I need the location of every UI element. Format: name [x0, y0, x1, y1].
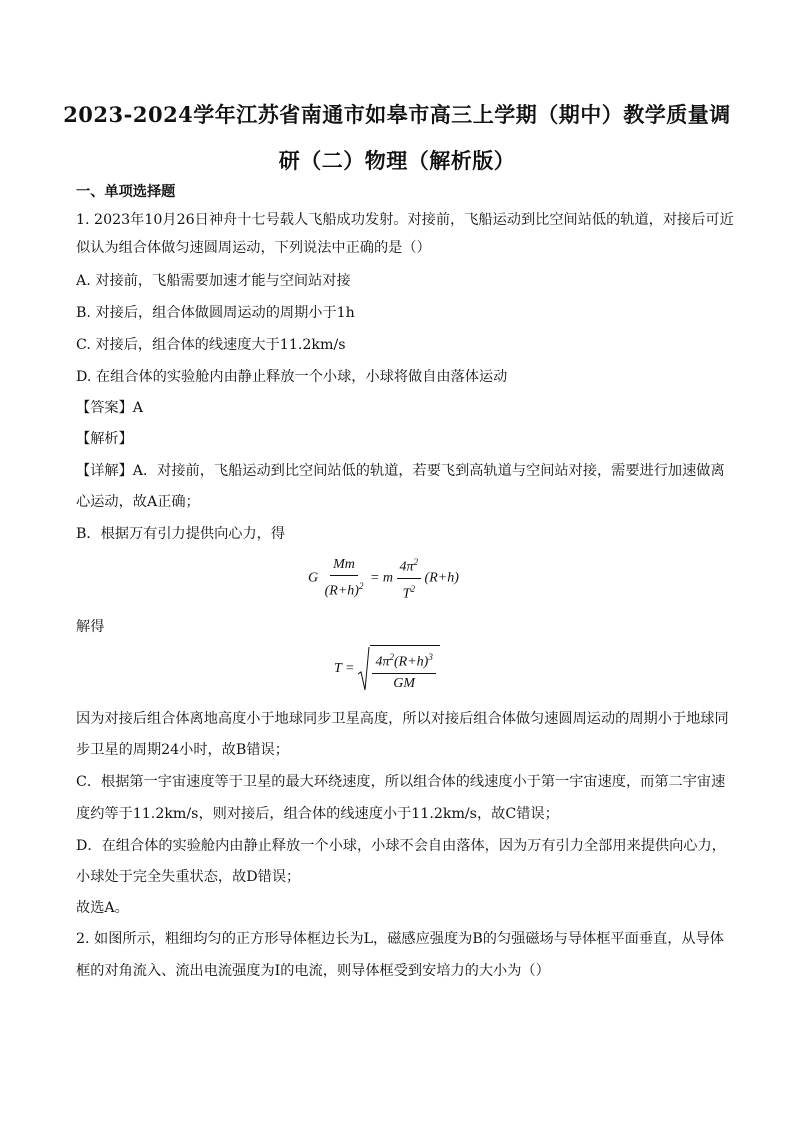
section-heading: 一、单项选择题 [76, 184, 176, 200]
formula-m: m [382, 570, 394, 586]
formula-rhs-fraction [397, 553, 422, 603]
q1-d-line1: D．在组合体的实验舱内由静止释放一个小球，小球不会自由落体，因为万有引力全部用来提供向心力， [76, 838, 726, 854]
q1-c-line2: 度约等于11.2km/s，则对接后，组合体的线速度小于11.2km/s，故C错误； [76, 806, 559, 822]
formula2-lhs: T = [334, 660, 355, 676]
q1-stem-line2: 似认为组合体做匀速圆周运动，下列说法中正确的是（） [76, 240, 431, 256]
formula-lhs-fraction [322, 556, 367, 601]
q1-b-conclusion-line1: 因为对接后组合体离地高度小于地球同步卫星高度，所以对接后组合体做匀速圆周运动的周期小于地球同 [76, 711, 729, 727]
q1-b-intro: B．根据万有引力提供向心力，得 [76, 526, 286, 542]
radicand [370, 645, 439, 693]
q1-option-d: D. 在组合体的实验舱内由静止释放一个小球，小球将做自由落体运动 [76, 369, 508, 385]
period-formula [334, 645, 440, 693]
formula2-fraction [372, 648, 435, 693]
formula-rhs-tail: (R+h) [424, 570, 459, 586]
formula-rhs-denominator: $T^2$ [402, 583, 415, 602]
document-title-line1: 2023-2024学年江苏省南通市如皋市高三上学期（期中）教学质量调 [63, 102, 731, 127]
gravitation-formula [308, 553, 459, 603]
q1-option-a: A. 对接前，飞船需要加速才能与空间站对接 [76, 273, 351, 289]
q1-answer: 【答案】A [76, 400, 143, 416]
formula2-denominator: GM [393, 675, 416, 691]
q1-option-b: B. 对接后，组合体做圆周运动的周期小于1h [76, 305, 355, 321]
formula-equals: = [369, 570, 380, 586]
q1-conclusion: 故选A。 [76, 900, 129, 916]
q1-option-c: C. 对接后，组合体的线速度大于11.2km/s [76, 337, 346, 353]
q1-detail-line1: 【详解】A．对接前，飞船运动到比空间站低的轨道，若要飞到高轨道与空间站对接，需要进行加速做离 [76, 463, 725, 479]
formula-lhs-denominator: $(R+h)^2$ [324, 580, 364, 599]
q1-c-line1: C．根据第一宇宙速度等于卫星的最大环绕速度，所以组合体的线速度小于第一宇宙速度，而第二宇宙速 [76, 774, 726, 790]
q1-solve-label: 解得 [76, 619, 105, 635]
radical-sign-icon [358, 646, 370, 692]
formula2-numerator: $4\pi^2(R+h)^3$ [372, 648, 435, 674]
q1-detail-line2: 心运动，故A正确； [76, 494, 200, 510]
q1-stem-line1: 1. 2023年10月26日神舟十七号载人飞船成功发射。对接前，飞船运动到比空间站低的轨道，对接后可近 [76, 212, 734, 228]
q2-stem-line2: 框的对角流入、流出电流强度为I的电流，则导体框受到安培力的大小为（） [76, 963, 550, 979]
q1-analysis-label: 【解析】 [76, 431, 133, 447]
formula-rhs-numerator: $4\pi^2$ [397, 553, 422, 579]
formula-g: G [308, 570, 319, 586]
document-title-line2: 研（二）物理（解析版） [278, 148, 516, 173]
formula-lhs-numerator: Mm [330, 556, 358, 576]
q2-stem-line1: 2. 如图所示，粗细均匀的正方形导体框边长为L，磁感应强度为B的匀强磁场与导体框平面垂直，从导体 [76, 931, 724, 947]
q1-b-conclusion-line2: 步卫星的周期24小时，故B错误； [76, 742, 289, 758]
q1-d-line2: 小球处于完全失重状态，故D错误； [76, 869, 301, 885]
